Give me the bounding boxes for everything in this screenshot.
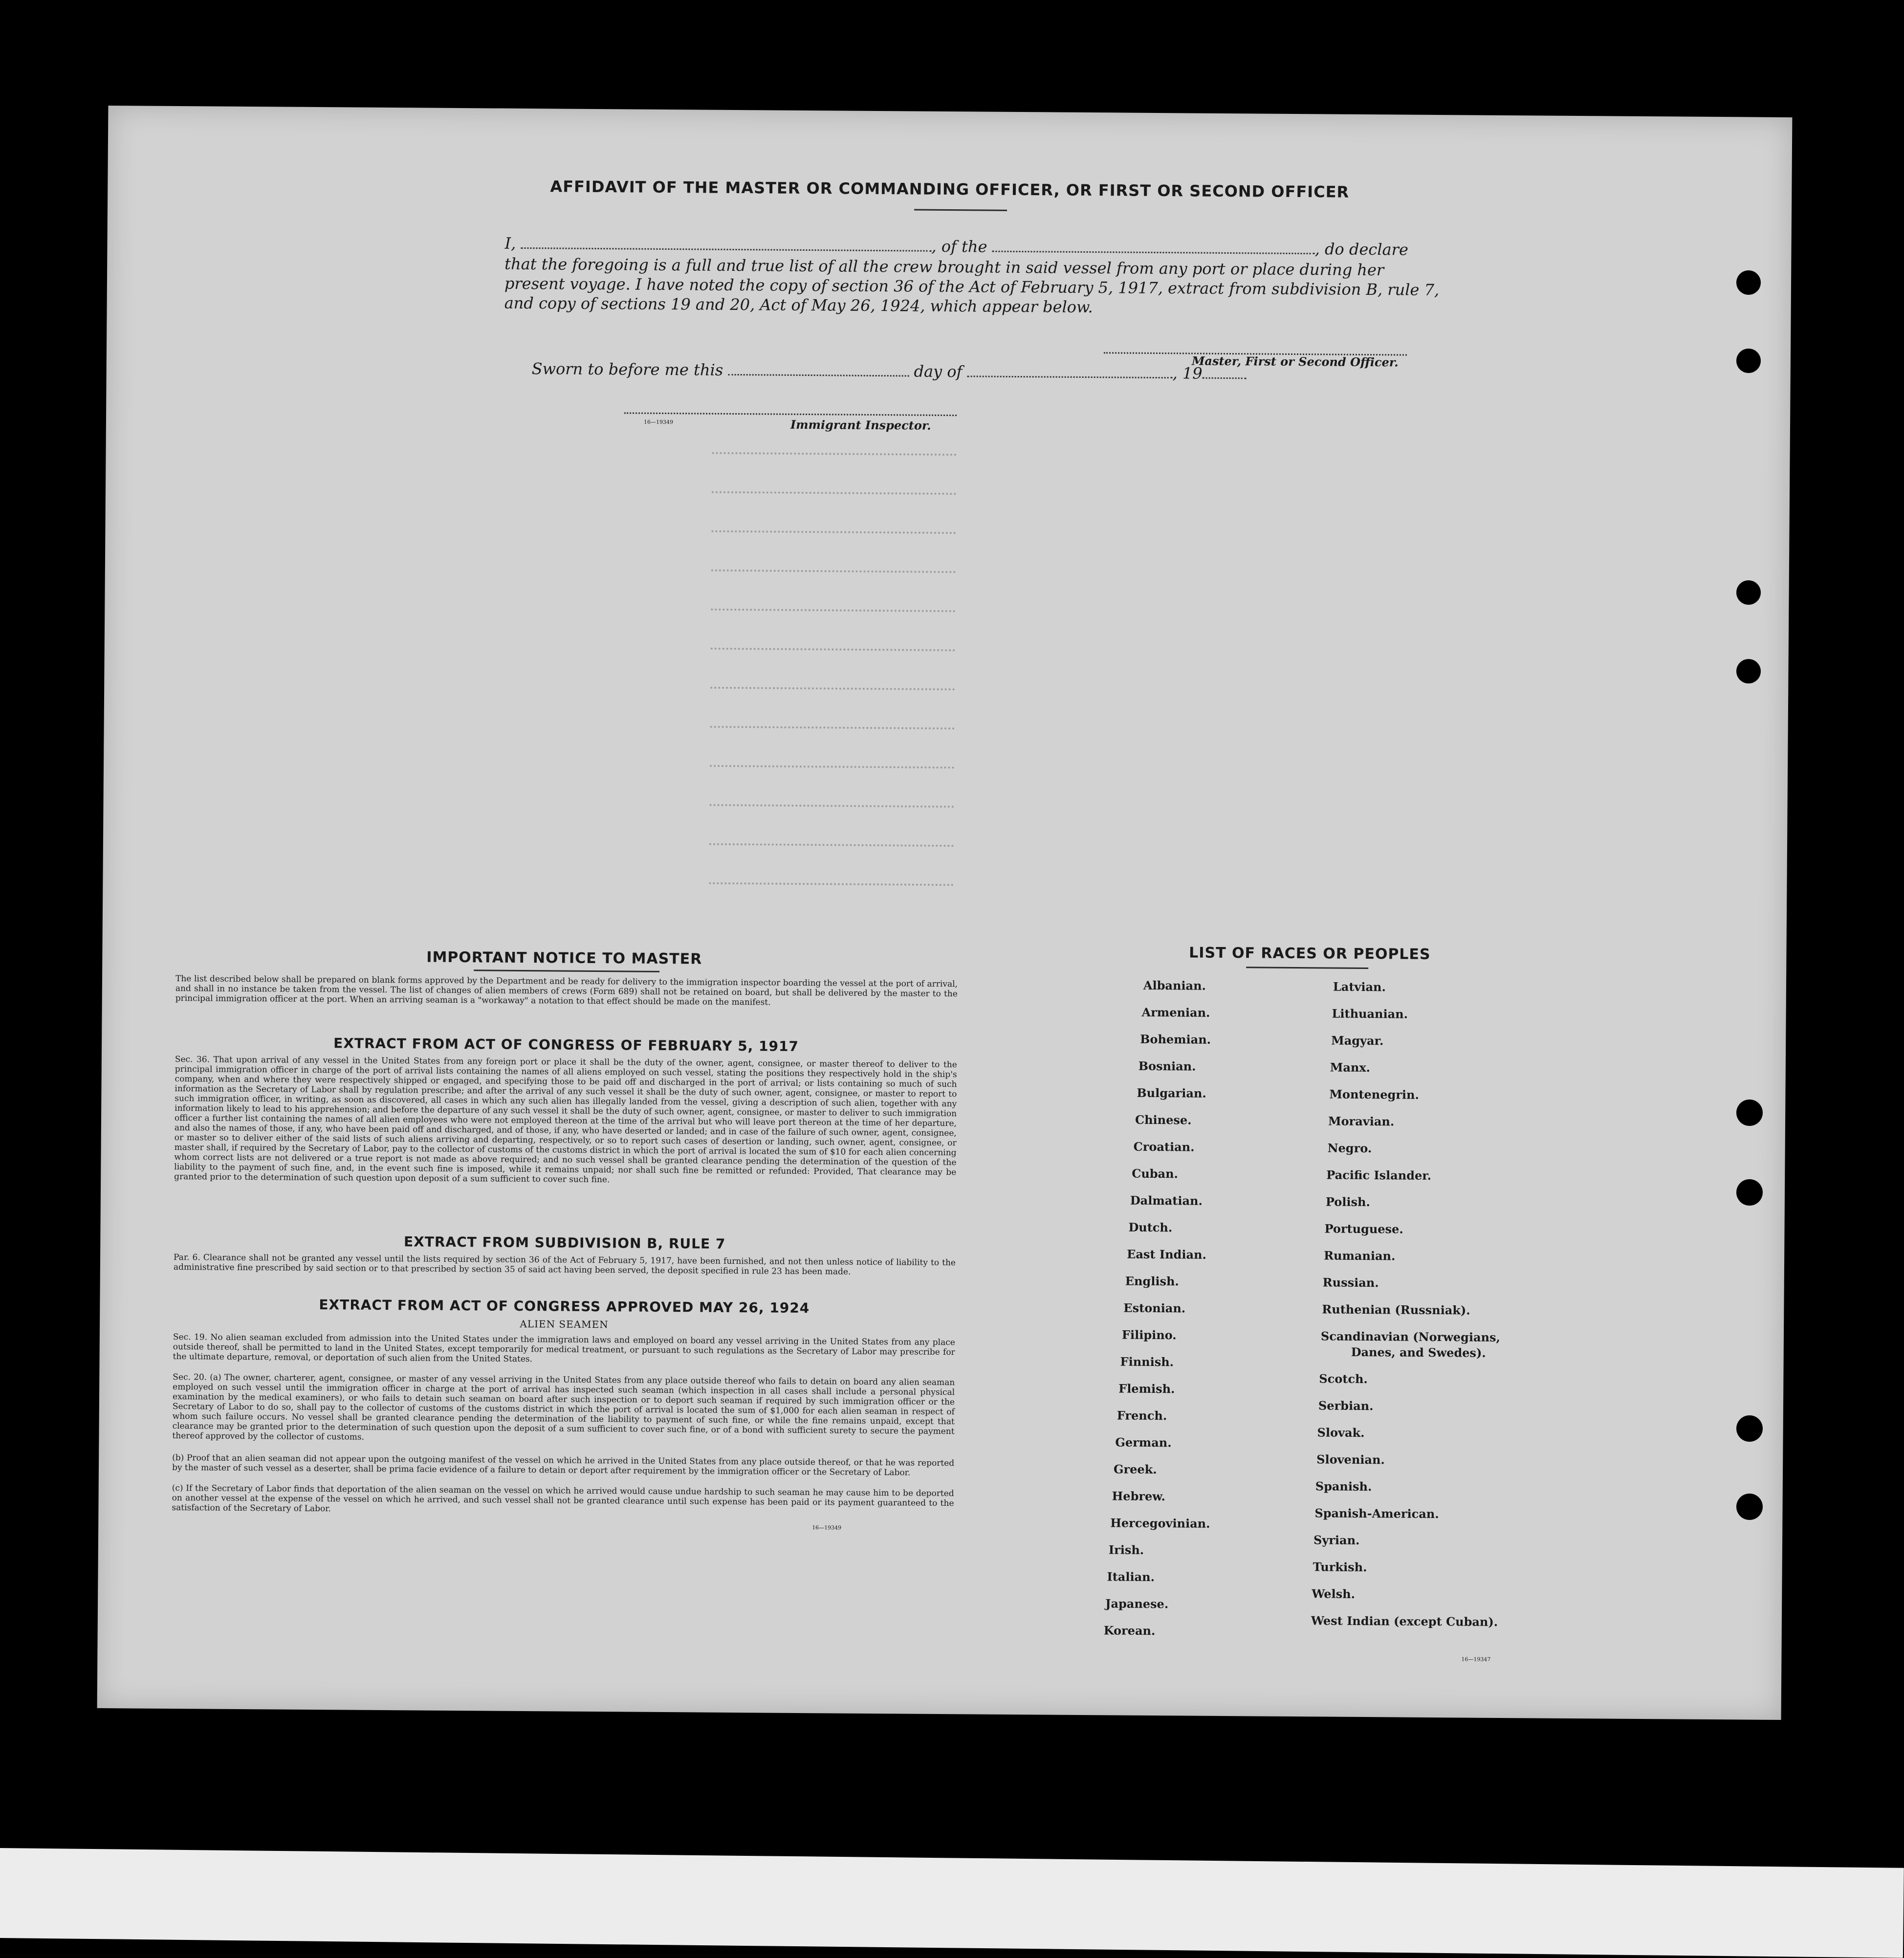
extract-1924-title: EXTRACT FROM ACT OF CONGRESS APPROVED MAY 26, 1924 [319,1297,810,1317]
race-item: Finnish. [1120,1354,1174,1369]
sec19-text: Sec. 19. No alien seaman excluded from admission into the United States under the immigration laws and employed on board any vessel arriving in the United States from any place outside thereof, shall be permitted to land in the United States, except temporarily for medical treatment, or pursuant to such regulations as the Secretary of Labor may prescribe for the ultimate departure, removal, or deportation of such alien from the United States. [173,1332,955,1364]
sec20b-text: (b) Proof that an alien seaman did not appear upon the outgoing manifest of the vessel on which he arrived in the United States from any place outside thereof, or that he was reported by the master of such vessel as a deserter, shall be prima facie evidence of a failure to detain or deport after requirement by the immigration officer or the Secretary of Labor. [172,1452,955,1478]
race-item: Chinese. [1135,1112,1192,1127]
bleed-through-row [709,804,954,812]
year-blank [1203,368,1247,379]
race-item: Ruthenian (Russniak). [1322,1302,1470,1318]
affidavit-title: AFFIDAVIT OF THE MASTER OR COMMANDING OFFICER, OR FIRST OR SECOND OFFICER [550,177,1350,201]
sworn-line [532,359,1247,383]
race-item: Greek. [1113,1462,1157,1477]
race-item: Bulgarian. [1137,1085,1206,1100]
race-item: Korean. [1103,1623,1156,1638]
notice-text: The list described below shall be prepared on blank forms approved by the Department and be ready for delivery to the immigration inspector boarding the vessel at the port of arrival, and shall in no instance be taken from the vessel. The list of changes of alien members of crews (Form 689) shall not be retained on board, but shall be delivered by the master to the principal immigration officer at the port. When an arriving seaman is a "workaway" a notation to that effect should be made on the manifest. [175,974,958,1008]
extract-1917-title: EXTRACT FROM ACT OF CONGRESS OF FEBRUARY 5, 1917 [333,1035,799,1055]
inspector-signature-line [624,412,957,416]
race-item: French. [1116,1408,1167,1423]
binder-hole [1736,1415,1763,1442]
bleed-through-row [711,570,956,577]
binder-hole [1736,349,1761,373]
extract-rule7-title: EXTRACT FROM SUBDIVISION B, RULE 7 [403,1233,726,1252]
race-item: Welsh. [1312,1586,1356,1601]
race-item: Lithuanian. [1332,1006,1408,1021]
binder-hole [1736,1100,1763,1126]
race-item: Flemish. [1118,1381,1175,1396]
race-item: Spanish. [1315,1479,1372,1494]
race-item: Magyar. [1331,1033,1384,1048]
race-item: Hercegovinian. [1110,1516,1210,1531]
sworn-day-label: day of [914,362,963,381]
race-item: Dalmatian. [1130,1193,1203,1208]
bleed-through-row [709,843,954,851]
binder-hole [1736,1494,1763,1520]
race-item: German. [1115,1435,1172,1450]
race-item: Irish. [1108,1542,1144,1557]
bleed-through-row [711,648,955,655]
race-item: Russian. [1322,1275,1379,1290]
inspector-caption: Immigrant Inspector. [790,417,931,433]
race-item: Bohemian. [1140,1032,1211,1047]
bleed-through-row [710,726,955,733]
binder-hole [1736,1179,1763,1206]
race-item: Portuguese. [1324,1221,1403,1236]
notice-rule [474,969,659,972]
document-sheet [97,106,1793,1720]
extract-1917-text: Sec. 36. That upon arrival of any vessel in the United States from any foreign port or place it shall be the duty of the owner, agent, consignee, or master thereof to deliver to the principal immigration officer in charge of the port of arrival lists containing the names of all aliens employed on such vessel, stating the positions they respectively hold in the ship's company, when and where they were respectively shipped or engaged, and specifying those to be paid off and discharged in the port of arrival; or lists containing so much of such information as the Secretary of Labor shall by regulation prescribe; and after the arrival of any such vessel it shall be the duty of such owner, agent, consignee, or master to report to such immigration officer, in writing, as soon as discovered, all cases in which any such alien has illegally landed from the vessel, giving a description of such alien, together with any information likely to lead to his apprehension; and before the departure of any such vessel it shall be the duty of such owner, agent, consignee, or master to deliver to such immigration officer a further list containing the names of all alien employees who were not employed thereon at the time of the arrival but who will leave port thereon at the time of her departure, and also the names of those, if any, who have been paid off and discharged, and of those, if any, who have deserted or landed; and in case of the failure of such owner, agent, consignee, or master so to deliver either of the said lists of such aliens arriving and departing, respectively, or so to report such cases of desertion or landing, such owner, agent, consignee, or master shall, if required by the Secretary of Labor, pay to the collector of customs of the customs district in which the port of arrival is located the sum of $10 for each alien concerning whom correct lists are not delivered or a true report is not made as above required; and no such vessel shall be granted clearance pending the determination of the question of the liability to the payment of such fine, and, in the event such fine is imposed, while it remains unpaid; nor shall such fine be remitted or refunded: Provided, That clearance may be granted prior to the determination of such question upon deposit of a sum sufficient to cover such fine. [174,1055,957,1185]
sworn-prefix: Sworn to before me this [531,359,723,379]
bleed-through-row [711,609,955,616]
races-right-column [108,106,1792,117]
race-item: Syrian. [1313,1533,1360,1547]
race-item: Spanish-American. [1314,1506,1439,1521]
races-title: LIST OF RACES OR PEOPLES [1189,944,1431,963]
race-item: Danes, and Swedes). [1351,1344,1486,1360]
sec20c-text: (c) If the Secretary of Labor finds that deportation of the alien seaman on the vessel on which he arrived would cause undue hardship to such seaman he may cause him to be deported on another vessel at the expense of the vessel on which he arrived, and such vessel shall not be granted clearance until such expense has been paid or its payment guaranteed to the satisfaction of the Secretary of Labor. [172,1483,954,1514]
race-item: Polish. [1325,1194,1370,1210]
race-item: Bosnian. [1138,1058,1196,1074]
scan-bottom-band [0,1848,1904,1958]
race-item: Manx. [1330,1060,1371,1075]
bleed-through-row [710,765,954,772]
extract-form-number: 16—19349 [812,1524,842,1531]
race-item: Negro. [1327,1141,1372,1156]
races-left-column [108,106,1792,117]
race-item: Scotch. [1319,1371,1368,1386]
race-item: Hebrew. [1112,1489,1166,1504]
race-item: Scandinavian (Norwegians, [1320,1329,1500,1344]
title-rule [914,209,1007,211]
races-form-number: 16—19347 [1461,1656,1491,1663]
race-item: West Indian (except Cuban). [1311,1613,1498,1629]
race-item: Filipino. [1121,1327,1177,1342]
day-blank [728,364,909,377]
line-do-declare-label: , do declare [1314,240,1408,259]
race-item: Serbian. [1318,1398,1374,1413]
line-i-label: I, [504,234,516,253]
race-item: Albanian. [1143,978,1206,993]
race-item: Estonian. [1123,1300,1186,1316]
line-of-the-label: , of the [931,237,987,256]
bleed-through-row [712,491,956,499]
race-item: East Indian. [1127,1247,1206,1262]
notice-title: IMPORTANT NOTICE TO MASTER [426,948,702,968]
master-caption: Master, First or Second Officer. [1191,353,1399,370]
race-item: Slovenian. [1316,1452,1385,1467]
race-item: Slovak. [1317,1425,1365,1440]
race-item: Pacific Islander. [1326,1167,1432,1183]
race-item: Croatian. [1133,1139,1195,1154]
binder-hole [1736,580,1761,605]
race-item: Latvian. [1333,979,1386,994]
extract-rule7-text: Par. 6. Clearance shall not be granted any vessel until the lists required by section 36 of the Act of February 5, 1917, have been furnished, and not then unless notice of liability to the administrative fine prescribed by said section or to that prescribed by section 35 of said act having been served, the deposit specified in rule 23 has been made. [173,1253,956,1277]
binder-hole [1736,270,1761,295]
race-item: Montenegrin. [1329,1087,1419,1102]
race-item: Dutch. [1128,1220,1173,1235]
affidavit-body: that the foregoing is a full and true list of all the crew brought in said vessel from any port or place during her present voyage. I have noted the copy of section 36 of the Act of February 5, 1917, extract from subdivision B, rule 7, and copy of sections 19 and 20, Act of May 26, 1924, which appear below. [504,254,1440,317]
binder-hole [1736,659,1761,683]
bleed-through-row [712,452,956,460]
name-blank [521,238,931,252]
affidavit-form-number: 16—19349 [643,418,674,426]
bleed-through-row [710,687,955,694]
race-item: Japanese. [1105,1596,1169,1611]
race-item: Italian. [1107,1569,1155,1584]
vessel-blank [992,241,1315,255]
bleed-through-row [709,882,953,890]
race-item: Rumanian. [1324,1248,1396,1263]
bleed-through-row [711,530,956,538]
race-item: Armenian. [1141,1005,1210,1020]
alien-seamen-subtitle: ALIEN SEAMEN [520,1318,609,1331]
month-blank [967,366,1173,378]
race-item: Moravian. [1328,1114,1395,1129]
race-item: Turkish. [1313,1560,1367,1575]
races-rule [1246,967,1368,969]
race-item: Cuban. [1132,1166,1179,1181]
race-item: English. [1125,1274,1179,1289]
sworn-year-label: , 19 [1172,364,1203,383]
sec20a-text: Sec. 20. (a) The owner, charterer, agent, consignee, or master of any vessel arriving in the United States from any place outside thereof who fails to detain on board any alien seaman employed on such vessel until the immigration officer in charge at the port of arrival has inspected such seaman (which inspection in all cases shall include a personal physical examination by the medical examiners), or who fails to detain such seaman on board after such inspection or to deport such seaman if required by such immigration officer or the Secretary of Labor to do so, shall pay to the collector of customs of the customs district in which the port of arrival is located the sum of $1,000 for each alien seaman in respect of whom such failure occurs. No vessel shall be granted clearance pending the determination of the liability to payment of such fine, or while the fine remains unpaid, except that clearance may be granted prior to the determination of such question upon the deposit of a sum sufficient to cover such fine, or of a bond with sufficient surety to secure the payment thereof approved by the collector of customs. [172,1372,955,1442]
